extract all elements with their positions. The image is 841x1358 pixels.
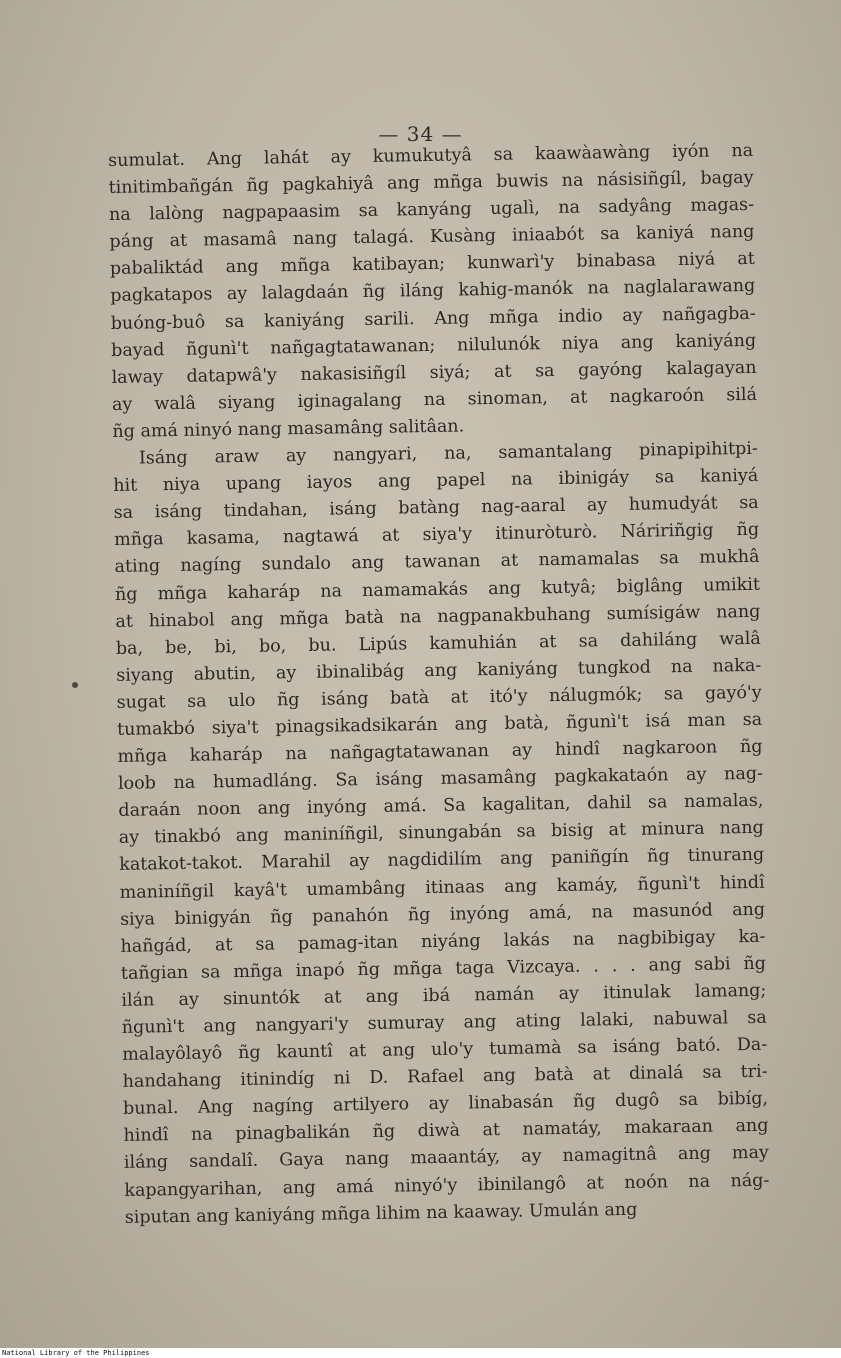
text-line: sa isáng tindahan, isáng batàng nag-aaral ay humudyát sa (113, 493, 759, 524)
text-line: na lalòng nagpapaasim sa kanyáng ugalì, na sadyâng magas- (108, 195, 755, 226)
text-line: maniníñgil kayâ't umambâng itinaas ang kamáy, ñgunì't hindî (119, 872, 765, 903)
text-line: handahang itinindíg ni D. Rafael ang batà at dinalá sa tri- (122, 1061, 768, 1093)
text-line: laway datapwâ'y nakasisiñgíl siyá; at sa gayóng kalagayan (111, 357, 757, 388)
text-line: tañgian sa mñga inapó ñg mñga taga Vizcaya. . . . ang sabi ñg (120, 953, 767, 984)
text-line: hindî na pinagbalikán ñg diwà at namatáy, makaraan ang (123, 1116, 769, 1147)
text-line: pabaliktád ang mñga katibayan; kunwarì'y binabasa niyá at (109, 249, 755, 280)
text-line: siputan ang kaniyáng mñga lihim na kaaway. Umulán ang (124, 1199, 638, 1228)
text-line: ñg amá ninyó nang masamâng salitâan. (112, 416, 465, 442)
text-line: ilán ay sinuntók at ang ibá namán ay itinulak lamang; (121, 980, 767, 1011)
text-line: ba, be, bi, bo, bu. Lipús kamuhián at sa dahiláng walâ (115, 628, 761, 659)
text-line: ñgunì't ang nangyari'y sumuray ang ating lalaki, nabuwal sa (121, 1007, 767, 1038)
text-line: daraán noon ang inyóng amá. Sa kagalitan, dahil sa namalas, (118, 791, 764, 822)
text-line: páng at masamâ nang talagá. Kusàng iniaabót sa kaniyá nang (109, 222, 755, 253)
text-line: ay walâ siyang iginagalang na sinoman, at nagkaroón silá (111, 384, 758, 415)
page-number: — 34 — (378, 122, 463, 146)
text-line: at hinabol ang mñga batà na nagpanakbuhang sumísigáw nang (115, 601, 761, 632)
text-line: sugat sa ulo ñg isáng batà at itó'y nálugmók; sa gayó'y (116, 682, 762, 713)
text-line: ñg mñga kaharáp na namamakás ang kutyâ; biglâng umikit (114, 574, 761, 605)
text-line: katakot-takot. Marahil ay nagdidilím ang paniñgín ñg tinurang (119, 845, 765, 876)
text-line: siya binigyán ñg panahón ñg inyóng amá, na masunód ang (119, 899, 766, 930)
text-line: hit niya upang iayos ang papel na ibinigáy sa kaniyá (113, 465, 759, 497)
text-line: hañgád, at sa pamag-itan niyáng lakás na nagbibigay ka- (120, 926, 766, 957)
text-line: tumakbó siya't pinagsikadsikarán ang batà, ñgunì't isá man sa (116, 709, 763, 740)
text-line: tinitimbañgán ñg pagkahiyâ ang mñga buwis na násisiñgíl, bagay (108, 167, 754, 199)
text-line: kapangyarihan, ang amá ninyó'y ibinilangô at noón na nág- (124, 1170, 770, 1201)
footer-bar (0, 1348, 841, 1358)
text-line: siyang abutin, ay ibinalibág ang kaniyáng tungkod na naka- (116, 655, 762, 686)
text-line: bunal. Ang nagíng artilyero ay linabasán ñg dugô sa bibíg, (122, 1089, 769, 1120)
body-text (108, 138, 770, 1232)
text-line: pagkatapos ay lalagdaán ñg iláng kahig-manók na naglalarawang (110, 276, 756, 307)
library-credit: National Library of the Philippines (2, 1349, 150, 1357)
text-line: malayôlayô ñg kauntî at ang ulo'y tumamà sa isáng bató. Da- (122, 1034, 768, 1065)
ink-speck-mark (72, 682, 78, 688)
text-line: mñga kaharáp na nañgagtatawanan ay hindî nagkaroon ñg (117, 736, 763, 767)
text-line: mñga kasama, nagtawá at siya'y itinuròturò. Náririñgig ñg (114, 520, 760, 551)
text-line: buóng-buô sa kaniyáng sarili. Ang mñga indio ay nañgagba- (110, 303, 756, 334)
text-line: ating nagíng sundalo ang tawanan at namamalas sa mukhâ (114, 547, 760, 578)
text-line: bayad ñgunì't nañgagtatawanan; nilulunók niya ang kaniyáng (111, 330, 757, 361)
text-line: loob na humadláng. Sa isáng masamâng pagkakataón ay nag- (117, 763, 764, 795)
text-line: iláng sandalî. Gaya nang maaantáy, ay namagitnâ ang may (123, 1143, 770, 1174)
text-line: ay tinakbó ang maniníñgil, sinungabán sa bisig at minura nang (118, 818, 764, 849)
text-line: Isáng araw ay nangyari, na, samantalang pinapipihitpi- (138, 438, 758, 469)
text-line: sumulat. Ang lahát ay kumukutyâ sa kaawàawàng iyón na (108, 140, 754, 171)
